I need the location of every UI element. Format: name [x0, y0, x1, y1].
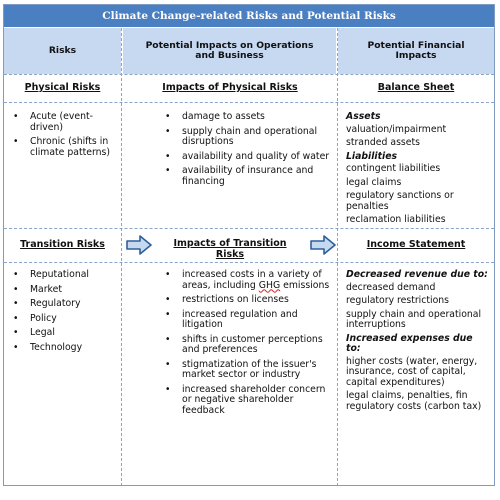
transition-impacts-list: [160, 270, 332, 420]
list-item: stranded assets: [346, 137, 420, 148]
list-item: • shifts in customer perceptions and preferences: [160, 335, 332, 356]
list-item: valuation/impairment: [346, 123, 447, 135]
header-financial: [338, 28, 494, 74]
physical-risks-list: [8, 112, 118, 162]
column-divider: [121, 28, 122, 486]
list-item: • stigmatization of the issuer's market sector or industry: [160, 360, 332, 381]
row-divider: [4, 262, 494, 263]
expenses-label: Increased expenses due to:: [346, 332, 473, 354]
list-item: higher costs (water, energy, insurance, cost of capital, capital expenditures): [346, 355, 478, 388]
list-item: • damage to assets: [160, 112, 330, 123]
header-impacts: [123, 28, 336, 74]
row-divider: [4, 74, 494, 75]
revenue-label: Decreased revenue due to:: [346, 269, 488, 280]
list-item: • increased shareholder concern or negative shareholder feedback: [160, 385, 332, 417]
arrow-right-icon: [126, 235, 152, 255]
arrow-right-icon: [310, 235, 336, 255]
header-risks-label: Risks: [48, 44, 77, 56]
list-item: [160, 270, 332, 291]
income-statement-heading: Income Statement: [366, 239, 466, 250]
list-item: • Legal: [8, 328, 118, 339]
list-item: • Reputational: [8, 270, 118, 281]
transition-risks-heading: Transition Risks: [20, 239, 105, 250]
physical-impacts-list: [160, 112, 330, 191]
header-risks: [4, 28, 121, 74]
list-item: contingent liabilities: [346, 163, 441, 174]
income-statement-body: [346, 270, 488, 415]
list-item: • supply chain and operational disruptions: [160, 127, 330, 148]
list-item: • Regulatory: [8, 299, 118, 310]
list-item: regulatory restrictions: [346, 295, 450, 306]
balance-sheet-heading: Balance Sheet: [377, 82, 455, 93]
header-financial-label: Potential Financial Impacts: [367, 39, 465, 61]
physical-impacts-heading: Impacts of Physical Risks: [162, 82, 298, 93]
list-item: • Acute (event-driven): [8, 112, 118, 133]
list-item: • availability and quality of water: [160, 152, 330, 163]
ghg-word: GHG: [258, 279, 281, 291]
transition-risks-list: [8, 270, 118, 357]
list-item: • Technology: [8, 343, 118, 354]
list-item: • Policy: [8, 314, 118, 325]
list-item: • Market: [8, 285, 118, 296]
column-divider: [337, 28, 338, 486]
ghg-text-post: emissions: [280, 279, 330, 291]
list-item: • increased regulation and litigation: [160, 310, 332, 331]
assets-label: Assets: [346, 111, 381, 122]
list-item: • restrictions on licenses: [160, 295, 332, 306]
balance-sheet-body: [346, 112, 488, 229]
list-item: supply chain and operational interruptions: [346, 308, 482, 330]
header-impacts-label: Potential Impacts on Operations and Business: [145, 39, 314, 61]
list-item: • availability of insurance and financing: [160, 166, 330, 187]
ghg-text-pre: increased costs in a variety of areas, including: [182, 269, 322, 291]
list-item: legal claims, penalties, fin regulatory costs (carbon tax): [346, 390, 482, 412]
list-item: reclamation liabilities: [346, 214, 446, 225]
row-divider: [4, 102, 494, 103]
list-item: • Chronic (shifts in climate patterns): [8, 137, 118, 158]
table-title: Climate Change-related Risks and Potential Risks: [4, 5, 494, 27]
list-item: legal claims: [346, 176, 402, 188]
list-item: decreased demand: [346, 281, 436, 293]
physical-risks-heading: Physical Risks: [24, 82, 101, 93]
list-item: regulatory sanctions or penalties: [346, 190, 454, 212]
liabilities-label: Liabilities: [346, 150, 398, 162]
transition-impacts-heading: Impacts of Transition Risks: [173, 238, 287, 260]
